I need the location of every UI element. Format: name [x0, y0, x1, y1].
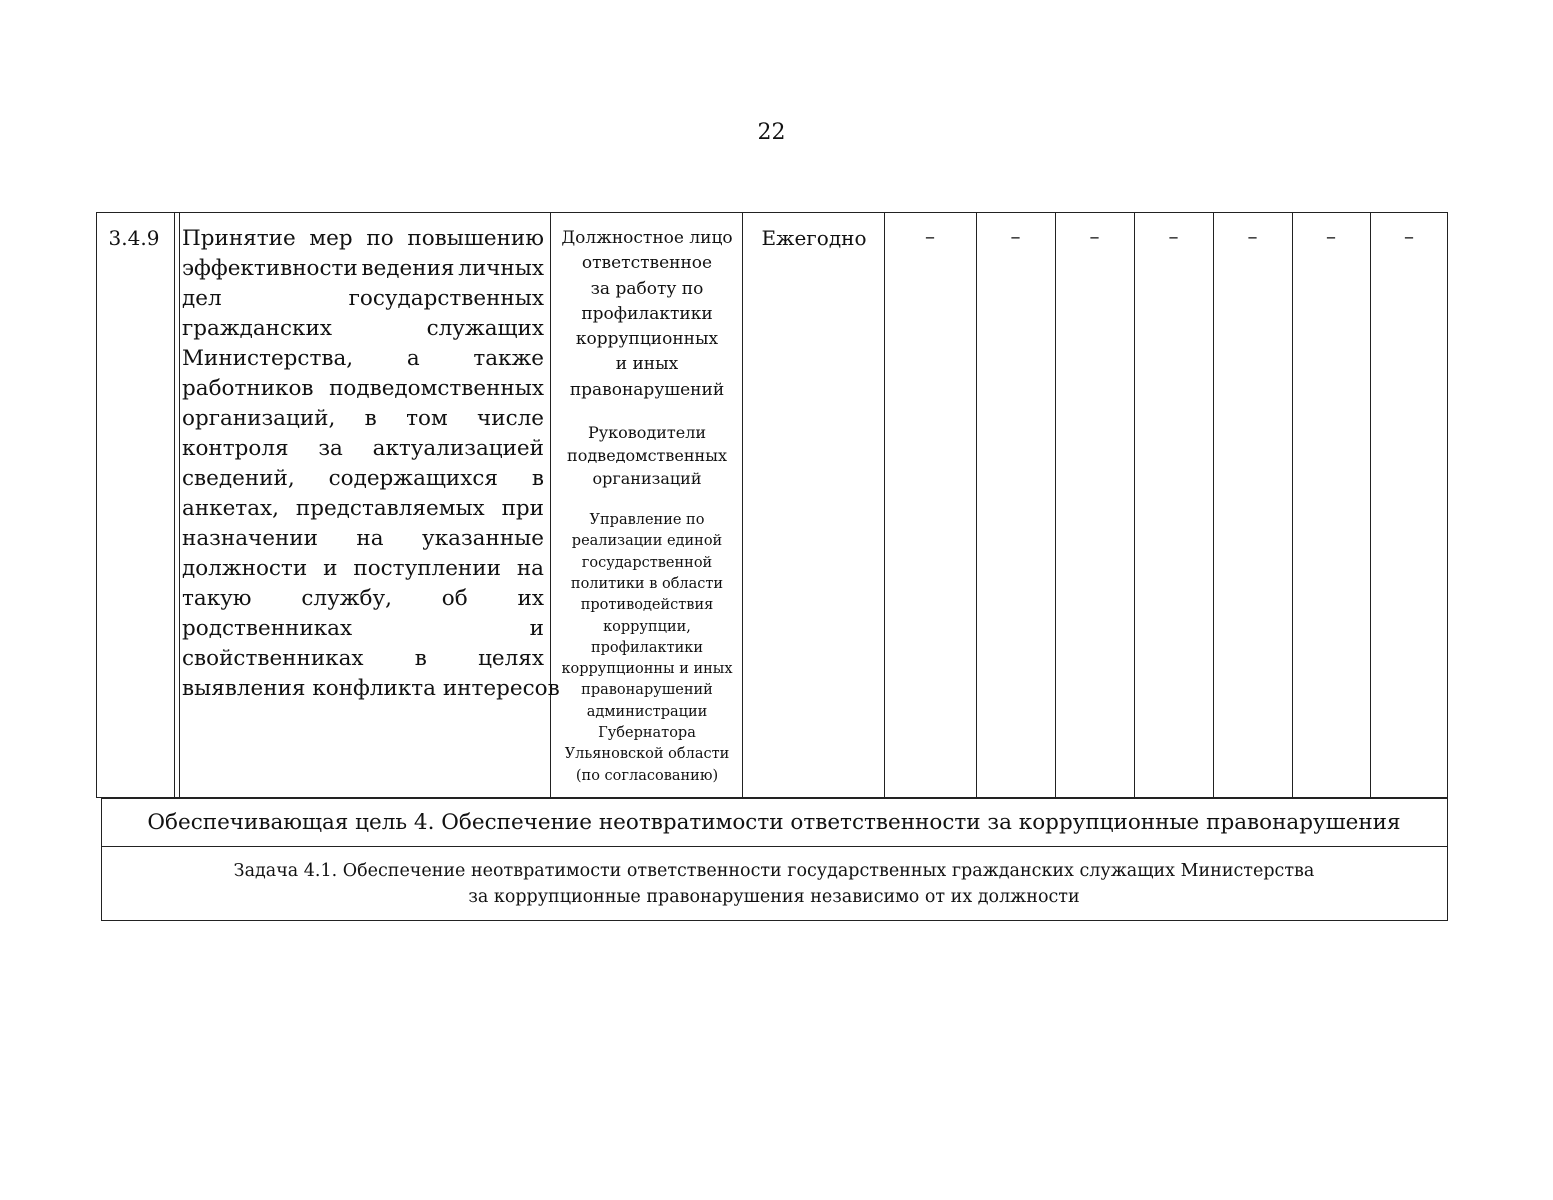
- description-line: [182, 464, 544, 494]
- column-divider: [884, 212, 885, 798]
- description-word: актуализацией: [372, 436, 544, 461]
- description-word: при: [501, 496, 544, 521]
- value-cell: –: [1247, 224, 1258, 248]
- description-word: свойственниках: [182, 646, 364, 671]
- column-divider: [1292, 212, 1293, 798]
- description-word: должности: [182, 556, 308, 581]
- description-word: указанные: [422, 526, 544, 551]
- description-word: целях: [478, 646, 544, 671]
- responsible-line: организаций: [592, 469, 702, 489]
- description-line: [182, 344, 544, 374]
- responsible-line: и иных: [615, 354, 679, 375]
- responsible-line: государственной: [581, 554, 713, 571]
- description-word: выявления конфликта интересов: [182, 676, 560, 701]
- responsible-heads: [554, 421, 740, 490]
- responsible-line: (по согласованию): [575, 767, 719, 784]
- responsible-line: политики в области: [570, 575, 724, 592]
- description-word: в: [414, 646, 427, 671]
- column-divider: [742, 212, 743, 798]
- responsible-line: Губернатора: [598, 725, 696, 742]
- responsible-line: правонарушений: [569, 379, 725, 400]
- description-word: анкетах,: [182, 496, 279, 521]
- description-word: государственных: [348, 286, 544, 311]
- value-cell: –: [1010, 224, 1021, 248]
- description-line: [182, 404, 544, 434]
- description-word: представляемых: [295, 496, 485, 521]
- description-word: на: [516, 556, 544, 581]
- description-word: также: [473, 346, 544, 371]
- description-word: поступлении: [353, 556, 501, 581]
- description-word: эффективности: [182, 256, 358, 281]
- column-divider: [550, 212, 551, 798]
- column-divider: [1055, 212, 1056, 798]
- responsible-line: Ульяновской области: [564, 746, 730, 763]
- description-word: в: [364, 406, 377, 431]
- description-word: службу,: [301, 586, 392, 611]
- description-line: [182, 524, 544, 554]
- value-cell: –: [1326, 224, 1336, 248]
- description-word: служащих: [426, 316, 544, 341]
- page-number: 22: [757, 120, 786, 145]
- responsible-line: коррупционны и иных: [561, 661, 733, 678]
- responsible-line: Руководители: [587, 423, 707, 443]
- responsible-line: коррупции,: [603, 618, 691, 635]
- description-word: гражданских: [182, 316, 332, 341]
- value-cell: –: [1089, 224, 1100, 248]
- goal-heading: Обеспечивающая цель 4. Обеспечение неотвратимости ответственности за коррупционные правонарушения: [147, 810, 1401, 835]
- responsible-line: администрации: [586, 703, 708, 720]
- description-word: работников: [182, 376, 314, 401]
- task-heading: [103, 858, 1445, 910]
- column-divider: [174, 212, 175, 798]
- responsible-line: Управление по: [589, 512, 705, 529]
- description-word: содержащихся: [328, 466, 498, 491]
- row-divider: [101, 846, 1448, 847]
- responsible-line: реализации единой: [571, 533, 723, 550]
- description-word: том: [406, 406, 448, 431]
- description-word: а: [406, 346, 420, 371]
- description-word: подведомственных: [329, 376, 544, 401]
- description-word: числе: [477, 406, 544, 431]
- column-divider: [179, 212, 180, 798]
- description-word: их: [517, 586, 544, 611]
- description-line: [182, 614, 544, 644]
- description-word: по: [366, 226, 394, 251]
- column-divider: [1134, 212, 1135, 798]
- column-divider: [1213, 212, 1214, 798]
- description-line: [182, 374, 544, 404]
- description-word: повышению: [407, 226, 544, 251]
- task-line: Задача 4.1. Обеспечение неотвратимости ответственности государственных гражданских служащих Министерства: [233, 861, 1315, 881]
- description-line: [182, 494, 544, 524]
- responsible-line: Должностное лицо: [561, 228, 733, 248]
- responsible-administration: [554, 510, 740, 787]
- description-line: [182, 434, 544, 464]
- responsible-official: [554, 226, 740, 403]
- value-cell: –: [925, 224, 935, 248]
- description-word: Министерства,: [182, 346, 354, 371]
- responsible-line: за работу по: [590, 278, 704, 299]
- row-number: 3.4.9: [108, 226, 160, 250]
- description-word: и: [323, 556, 338, 581]
- description-line: [182, 314, 544, 344]
- description-word: и: [529, 616, 544, 641]
- description-word: за: [318, 436, 343, 461]
- value-cell: –: [1168, 224, 1179, 248]
- description-line: [182, 584, 544, 614]
- description-word: сведений,: [182, 466, 295, 491]
- column-divider: [976, 212, 977, 798]
- description-line: [182, 284, 544, 314]
- description-word: контроля: [182, 436, 289, 461]
- responsible-line: коррупционных: [575, 329, 719, 350]
- description-word: организаций,: [182, 406, 336, 431]
- description-line: [182, 644, 544, 674]
- description-word: на: [356, 526, 384, 551]
- description-line: [182, 224, 544, 254]
- description-word: в: [531, 466, 544, 491]
- responsible-line: противодействия: [580, 597, 714, 614]
- description-word: назначении: [182, 526, 318, 551]
- description-line: [182, 674, 560, 704]
- responsible-line: профилактики: [581, 303, 713, 324]
- responsible-line: ответственное: [581, 253, 713, 274]
- description-word: личных: [458, 256, 544, 281]
- row-description: [182, 224, 560, 704]
- value-cell: –: [1404, 224, 1414, 248]
- column-divider: [1370, 212, 1371, 798]
- row-term: Ежегодно: [761, 226, 867, 250]
- responsible-line: подведомственных: [567, 446, 727, 466]
- description-word: ведения: [361, 256, 455, 281]
- responsible-line: правонарушений: [581, 682, 713, 699]
- description-line: [182, 254, 544, 284]
- task-line: за коррупционные правонарушения независимо от их должности: [468, 887, 1080, 907]
- description-word: родственниках: [182, 616, 353, 641]
- description-word: об: [441, 586, 468, 611]
- description-line: [182, 554, 544, 584]
- description-word: дел: [182, 286, 222, 311]
- description-word: Принятие: [182, 226, 296, 251]
- description-word: такую: [182, 586, 252, 611]
- responsible-line: профилактики: [590, 639, 704, 656]
- description-word: мер: [309, 226, 353, 251]
- responsible-cell: [554, 226, 740, 787]
